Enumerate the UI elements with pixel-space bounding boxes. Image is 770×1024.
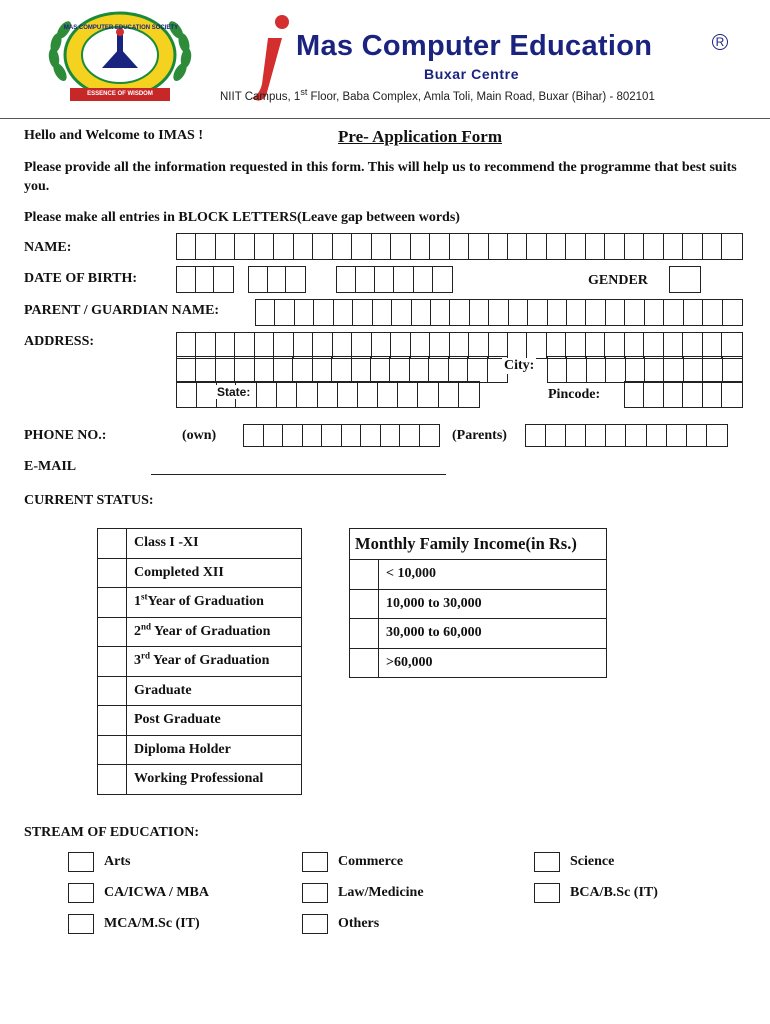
- letter-box[interactable]: [508, 234, 527, 259]
- letter-box[interactable]: [469, 333, 488, 358]
- letter-box[interactable]: [586, 300, 605, 325]
- income-option-row[interactable]: [350, 589, 607, 619]
- letter-box[interactable]: [670, 267, 700, 292]
- centre-address: NIIT Campus, 1st Floor, Baba Complex, Amla Toli, Main Road, Buxar (Bihar) - 802101: [220, 87, 655, 103]
- status-option-label: 2nd Year of Graduation: [127, 617, 302, 647]
- logo-ring-text: MAS COMPUTER EDUCATION SOCIETY: [63, 25, 179, 31]
- letter-box[interactable]: [645, 300, 664, 325]
- current-status-label: CURRENT STATUS:: [24, 493, 154, 508]
- state-label: State:: [217, 385, 251, 399]
- letter-box[interactable]: [400, 425, 420, 446]
- status-checkbox[interactable]: [98, 735, 127, 765]
- letter-box[interactable]: [216, 357, 235, 382]
- letter-box[interactable]: [470, 300, 489, 325]
- letter-box[interactable]: [373, 300, 392, 325]
- state-field[interactable]: [256, 381, 480, 408]
- letter-box[interactable]: [371, 357, 390, 382]
- registered-mark: R: [712, 34, 728, 50]
- letter-box[interactable]: [398, 382, 418, 407]
- letter-box[interactable]: [322, 425, 342, 446]
- letter-box[interactable]: [566, 425, 586, 446]
- income-option-row[interactable]: [350, 619, 607, 649]
- letter-box[interactable]: [295, 300, 314, 325]
- stream-option-label: Science: [570, 854, 615, 869]
- letter-box[interactable]: [683, 234, 702, 259]
- letter-box[interactable]: [255, 333, 274, 358]
- intro-text: Please provide all the information requested in this form. This will help us to recommend the programme that best suits you.: [24, 160, 737, 194]
- phone-label: PHONE NO.:: [24, 428, 107, 443]
- letter-box[interactable]: [313, 357, 332, 382]
- stream-checkbox[interactable]: [68, 852, 94, 872]
- letter-box[interactable]: [294, 333, 313, 358]
- dob-day-field[interactable]: [176, 266, 234, 293]
- status-option-row[interactable]: [98, 617, 302, 647]
- letter-box[interactable]: [644, 382, 663, 407]
- address-label: ADDRESS:: [24, 334, 95, 349]
- letter-box[interactable]: [586, 333, 605, 358]
- letter-box[interactable]: [664, 234, 683, 259]
- stream-option-label: Others: [338, 916, 380, 931]
- letter-box[interactable]: [450, 333, 469, 358]
- letter-box[interactable]: [334, 300, 353, 325]
- stream-option-label: BCA/B.Sc (IT): [570, 885, 658, 900]
- status-checkbox[interactable]: [98, 765, 127, 795]
- letter-box[interactable]: [626, 425, 646, 446]
- letter-box[interactable]: [381, 425, 401, 446]
- letter-box[interactable]: [255, 357, 274, 382]
- income-option-row[interactable]: [350, 560, 607, 590]
- letter-box[interactable]: [333, 234, 352, 259]
- status-option-row[interactable]: [98, 765, 302, 795]
- letter-box[interactable]: [528, 300, 547, 325]
- stream-option-label: CA/ICWA / MBA: [104, 885, 210, 900]
- income-title: Monthly Family Income(in Rs.): [350, 529, 607, 560]
- letter-box[interactable]: [286, 267, 305, 292]
- letter-box[interactable]: [356, 267, 375, 292]
- letter-box[interactable]: [361, 425, 381, 446]
- letter-box[interactable]: [418, 382, 438, 407]
- letter-box[interactable]: [274, 333, 293, 358]
- letter-box[interactable]: [394, 267, 413, 292]
- letter-box[interactable]: [196, 357, 215, 382]
- letter-box[interactable]: [177, 234, 196, 259]
- letter-box[interactable]: [275, 300, 294, 325]
- letter-box[interactable]: [489, 234, 508, 259]
- stream-option-label: MCA/M.Sc (IT): [104, 916, 200, 931]
- letter-box[interactable]: [433, 267, 452, 292]
- letter-box[interactable]: [318, 382, 338, 407]
- letter-box[interactable]: [297, 382, 317, 407]
- letter-box[interactable]: [605, 333, 624, 358]
- name-field[interactable]: [176, 233, 743, 260]
- letter-box[interactable]: [274, 357, 293, 382]
- status-option-label: Diploma Holder: [127, 735, 302, 765]
- status-option-label: Post Graduate: [127, 706, 302, 736]
- letter-box[interactable]: [337, 267, 356, 292]
- monthly-income-table: [349, 528, 607, 678]
- dob-label: DATE OF BIRTH:: [24, 271, 138, 286]
- letter-box[interactable]: [342, 425, 362, 446]
- letter-box[interactable]: [268, 267, 287, 292]
- letter-box[interactable]: [244, 425, 264, 446]
- letter-box[interactable]: [664, 357, 683, 382]
- letter-box[interactable]: [664, 300, 683, 325]
- income-checkbox[interactable]: [350, 648, 379, 678]
- letter-box[interactable]: [177, 267, 196, 292]
- stream-checkbox[interactable]: [302, 883, 328, 903]
- stream-checkbox[interactable]: [302, 914, 328, 934]
- status-option-label: 1stYear of Graduation: [127, 588, 302, 618]
- letter-box[interactable]: [567, 300, 586, 325]
- letter-box[interactable]: [508, 333, 527, 358]
- letter-box[interactable]: [313, 234, 332, 259]
- income-option-label: 10,000 to 30,000: [379, 589, 607, 619]
- letter-box[interactable]: [644, 333, 663, 358]
- phone-parents-field[interactable]: [525, 424, 728, 447]
- letter-box[interactable]: [703, 357, 722, 382]
- letter-box[interactable]: [547, 234, 566, 259]
- status-option-row[interactable]: [98, 558, 302, 588]
- letter-box[interactable]: [372, 234, 391, 259]
- block-letters-instruction: Please make all entries in BLOCK LETTERS(Leave gap between words): [24, 210, 460, 225]
- centre-name: Buxar Centre: [424, 66, 520, 82]
- letter-box[interactable]: [450, 234, 469, 259]
- welcome-text: Hello and Welcome to IMAS !: [24, 128, 204, 143]
- stream-option-label: Law/Medicine: [338, 885, 424, 900]
- letter-box[interactable]: [586, 425, 606, 446]
- status-checkbox[interactable]: [98, 676, 127, 706]
- status-option-row[interactable]: [98, 706, 302, 736]
- letter-box[interactable]: [703, 300, 722, 325]
- status-checkbox[interactable]: [98, 647, 127, 677]
- stream-option-label: Commerce: [338, 854, 404, 869]
- letter-box[interactable]: [177, 357, 196, 382]
- letter-box[interactable]: [235, 333, 254, 358]
- income-option-label: < 10,000: [379, 560, 607, 590]
- status-option-row[interactable]: [98, 676, 302, 706]
- status-option-label: Class I -XI: [127, 529, 302, 559]
- letter-box[interactable]: [527, 234, 546, 259]
- email-label: E-MAIL: [24, 459, 77, 474]
- stream-label: STREAM OF EDUCATION:: [24, 825, 200, 840]
- parent-name-field[interactable]: [255, 299, 743, 326]
- letter-box[interactable]: [547, 333, 566, 358]
- stream-checkbox[interactable]: [534, 852, 560, 872]
- income-checkbox[interactable]: [350, 619, 379, 649]
- current-status-table: [97, 528, 302, 795]
- letter-box[interactable]: [664, 382, 683, 407]
- parent-label: PARENT / GUARDIAN NAME:: [24, 303, 220, 318]
- status-option-label: Working Professional: [127, 765, 302, 795]
- email-field[interactable]: [151, 473, 446, 475]
- dob-month-field[interactable]: [248, 266, 306, 293]
- letter-box[interactable]: [410, 357, 429, 382]
- letter-box[interactable]: [430, 333, 449, 358]
- letter-box[interactable]: [264, 425, 284, 446]
- letter-box[interactable]: [235, 357, 254, 382]
- letter-box[interactable]: [526, 425, 546, 446]
- letter-box[interactable]: [546, 425, 566, 446]
- letter-box[interactable]: [197, 382, 217, 407]
- letter-box[interactable]: [703, 234, 722, 259]
- letter-box[interactable]: [606, 425, 626, 446]
- letter-box[interactable]: [722, 234, 741, 259]
- status-option-label: 3rd Year of Graduation: [127, 647, 302, 677]
- phone-parents-label: (Parents): [452, 428, 507, 443]
- letter-box[interactable]: [707, 425, 727, 446]
- stream-checkbox[interactable]: [68, 883, 94, 903]
- letter-box[interactable]: [378, 382, 398, 407]
- letter-box[interactable]: [177, 382, 197, 407]
- letter-box[interactable]: [439, 382, 459, 407]
- status-option-label: Completed XII: [127, 558, 302, 588]
- letter-box[interactable]: [527, 333, 546, 358]
- letter-box[interactable]: [411, 234, 430, 259]
- letter-box[interactable]: [293, 357, 312, 382]
- letter-box[interactable]: [626, 357, 645, 382]
- letter-box[interactable]: [352, 357, 371, 382]
- letter-box[interactable]: [196, 267, 215, 292]
- letter-box[interactable]: [683, 333, 702, 358]
- gender-label: GENDER: [588, 273, 648, 288]
- status-checkbox[interactable]: [98, 617, 127, 647]
- letter-box[interactable]: [606, 300, 625, 325]
- letter-box[interactable]: [723, 300, 742, 325]
- letter-box[interactable]: [586, 234, 605, 259]
- brand-name: Mas Computer Education: [296, 30, 653, 62]
- letter-box[interactable]: [420, 425, 440, 446]
- letter-box[interactable]: [449, 357, 468, 382]
- status-option-row[interactable]: [98, 529, 302, 559]
- letter-box[interactable]: [625, 333, 644, 358]
- letter-box[interactable]: [723, 357, 742, 382]
- letter-box[interactable]: [722, 382, 741, 407]
- letter-box[interactable]: [216, 234, 235, 259]
- letter-box[interactable]: [683, 382, 702, 407]
- pincode-field[interactable]: [624, 381, 743, 408]
- income-checkbox[interactable]: [350, 560, 379, 590]
- letter-box[interactable]: [722, 333, 741, 358]
- income-option-label: 30,000 to 60,000: [379, 619, 607, 649]
- letter-box[interactable]: [332, 357, 351, 382]
- letter-box[interactable]: [391, 333, 410, 358]
- stream-checkbox[interactable]: [68, 914, 94, 934]
- letter-box[interactable]: [235, 234, 254, 259]
- letter-box[interactable]: [684, 357, 703, 382]
- name-label: NAME:: [24, 240, 72, 255]
- letter-box[interactable]: [625, 382, 644, 407]
- letter-box[interactable]: [314, 300, 333, 325]
- letter-box[interactable]: [313, 333, 332, 358]
- status-checkbox[interactable]: [98, 529, 127, 559]
- letter-box[interactable]: [450, 300, 469, 325]
- letter-box[interactable]: [468, 357, 487, 382]
- phone-own-field[interactable]: [243, 424, 440, 447]
- letter-box[interactable]: [392, 300, 411, 325]
- letter-box[interactable]: [177, 333, 196, 358]
- income-option-label: >60,000: [379, 648, 607, 678]
- letter-box[interactable]: [645, 357, 664, 382]
- letter-box[interactable]: [429, 357, 448, 382]
- letter-box[interactable]: [548, 357, 567, 382]
- letter-box[interactable]: [412, 300, 431, 325]
- letter-box[interactable]: [352, 333, 371, 358]
- letter-box[interactable]: [390, 357, 409, 382]
- letter-box[interactable]: [411, 333, 430, 358]
- letter-box[interactable]: [196, 234, 215, 259]
- letter-box[interactable]: [566, 234, 585, 259]
- letter-box[interactable]: [489, 333, 508, 358]
- letter-box[interactable]: [216, 333, 235, 358]
- letter-box[interactable]: [587, 357, 606, 382]
- city-field[interactable]: [547, 356, 743, 383]
- letter-box[interactable]: [548, 300, 567, 325]
- letter-box[interactable]: [196, 333, 215, 358]
- letter-box[interactable]: [352, 234, 371, 259]
- status-checkbox[interactable]: [98, 558, 127, 588]
- letter-box[interactable]: [625, 234, 644, 259]
- letter-box[interactable]: [703, 333, 722, 358]
- letter-box[interactable]: [567, 357, 586, 382]
- letter-box[interactable]: [667, 425, 687, 446]
- letter-box[interactable]: [459, 382, 479, 407]
- letter-box[interactable]: [431, 300, 450, 325]
- letter-box[interactable]: [358, 382, 378, 407]
- letter-box[interactable]: [509, 300, 528, 325]
- status-option-row[interactable]: [98, 588, 302, 618]
- letter-box[interactable]: [414, 267, 433, 292]
- letter-box[interactable]: [625, 300, 644, 325]
- letter-box[interactable]: [338, 382, 358, 407]
- letter-box[interactable]: [249, 267, 268, 292]
- header-divider: [0, 118, 770, 119]
- letter-box[interactable]: [703, 382, 722, 407]
- letter-box[interactable]: [274, 234, 293, 259]
- form-title: Pre- Application Form: [338, 127, 502, 146]
- letter-box[interactable]: [255, 234, 274, 259]
- letter-box[interactable]: [353, 300, 372, 325]
- letter-box[interactable]: [430, 234, 449, 259]
- stream-option-label: Arts: [104, 854, 131, 869]
- letter-box[interactable]: [684, 300, 703, 325]
- dob-year-field[interactable]: [336, 266, 453, 293]
- stream-checkbox[interactable]: [302, 852, 328, 872]
- letter-box[interactable]: [303, 425, 323, 446]
- letter-box[interactable]: [489, 300, 508, 325]
- letter-box[interactable]: [256, 300, 275, 325]
- letter-box[interactable]: [294, 234, 313, 259]
- letter-box[interactable]: [644, 234, 663, 259]
- address-line-2-field[interactable]: [176, 356, 508, 383]
- address-line-1-field[interactable]: [176, 332, 743, 359]
- letter-box[interactable]: [372, 333, 391, 358]
- letter-box[interactable]: [391, 234, 410, 259]
- income-option-row[interactable]: [350, 648, 607, 678]
- letter-box[interactable]: [664, 333, 683, 358]
- letter-box[interactable]: [277, 382, 297, 407]
- letter-box[interactable]: [605, 234, 624, 259]
- letter-box[interactable]: [375, 267, 394, 292]
- income-checkbox[interactable]: [350, 589, 379, 619]
- phone-own-label: (own): [182, 428, 217, 443]
- stream-checkbox[interactable]: [534, 883, 560, 903]
- letter-box[interactable]: [469, 234, 488, 259]
- letter-box[interactable]: [647, 425, 667, 446]
- logo-ribbon-text: ESSENCE OF WISDOM: [87, 91, 153, 97]
- pincode-label: Pincode:: [548, 387, 601, 402]
- status-checkbox[interactable]: [98, 588, 127, 618]
- status-checkbox[interactable]: [98, 706, 127, 736]
- letter-box[interactable]: [687, 425, 707, 446]
- gender-field[interactable]: [669, 266, 701, 293]
- letter-box[interactable]: [257, 382, 277, 407]
- status-option-row[interactable]: [98, 647, 302, 677]
- city-label: City:: [504, 358, 535, 373]
- status-option-row[interactable]: [98, 735, 302, 765]
- status-option-label: Graduate: [127, 676, 302, 706]
- letter-box[interactable]: [333, 333, 352, 358]
- letter-box[interactable]: [283, 425, 303, 446]
- letter-box[interactable]: [566, 333, 585, 358]
- letter-box[interactable]: [214, 267, 233, 292]
- letter-box[interactable]: [606, 357, 625, 382]
